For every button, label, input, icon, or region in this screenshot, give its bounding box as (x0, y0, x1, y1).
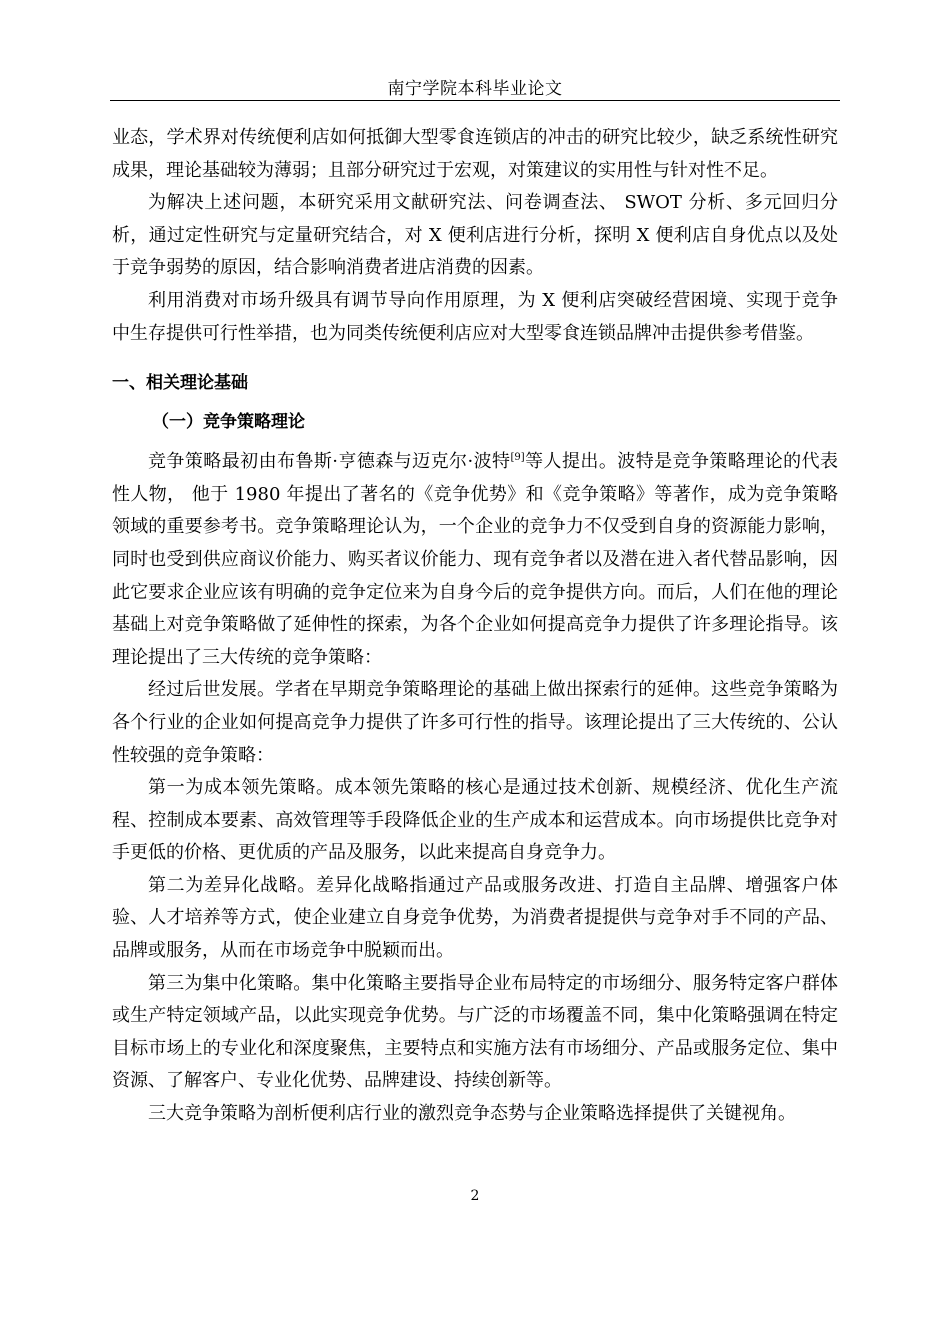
body-text (112, 122, 838, 1131)
paragraph-research-purpose: 利用消费对市场升级具有调节导向作用原理，为 X 便利店突破经营困境、实现于竞争中生存提供可行性举措，也为同类传统便利店应对大型零食连锁品牌冲击提供参考借鉴。 (112, 289, 838, 344)
paragraph-text-before-citation: 竞争策略最初由布鲁斯·亨德森与迈克尔·波特 (148, 451, 511, 473)
running-header: 南宁学院本科毕业论文 (387, 79, 563, 99)
paragraph-later-development: 经过后世发展。学者在早期竞争策略理论的基础上做出探索行的延伸。这些竞争策略为各个行业的企业如何提高竞争力提供了许多可行性的指导。该理论提出了三大传统的、公认性较强的竞争策略： (112, 679, 838, 766)
paragraph-focus-strategy: 第三为集中化策略。集中化策略主要指导企业布局特定的市场细分、服务特定客户群体或生产特定领域产品，以此实现竞争优势。与广泛的市场覆盖不同，集中化策略强调在特定目标市场上的专业化和深度聚焦，主要特点和实施方法有市场细分、产品或服务定位、集中资源、了解客户、专业化优势、品牌建设、持续创新等。 (112, 972, 838, 1092)
paragraph-competitive-strategy-origin (112, 446, 838, 674)
section-heading: 一、相关理论基础 (112, 373, 248, 394)
paragraph-cost-leadership: 第一为成本领先策略。成本领先策略的核心是通过技术创新、规模经济、优化生产流程、控制成本要素、高效管理等手段降低企业的生产成本和运营成本。向市场提供比竞争对手更低的价格、更优质的产品及服务，以此来提高自身竞争力。 (112, 777, 838, 864)
paragraph-continuation: 业态，学术界对传统便利店如何抵御大型零食连锁店的冲击的研究比较少，缺乏系统性研究成果，理论基础较为薄弱；且部分研究过于宏观，对策建议的实用性与针对性不足。 (112, 127, 838, 181)
citation-marker: [9] (510, 452, 525, 464)
paragraph-differentiation: 第二为差异化战略。差异化战略指通过产品或服务改进、打造自主品牌、增强客户体验、人才培养等方式，使企业建立自身竞争优势，为消费者提提供与竞争对手不同的产品、品牌或服务，从而在市场竞争中脱颖而出。 (112, 874, 838, 962)
subsection-heading: （一）竞争策略理论 (152, 412, 305, 433)
paragraph-text-after-citation: 等人提出。波特是竞争策略理论的代表性人物， 他于 1980 年提出了著名的《竞争优势》和《竞争策略》等著作，成为竞争策略领域的重要参考书。竞争策略理论认为，一个企业的竞争力不仅受到自身的资源能力影响，同时也受到供应商议价能力、购买者议价能力、现有竞争者以及潜在进入者代替品影响，因此它要求企业应该有明确的竞争定位来为自身今后的竞争提供方向。而后，人们在他的理论基础上对竞争策略做了延伸性的探索，为各个企业如何提高竞争力提供了许多理论指导。该理论提出了三大传统的竞争策略： (112, 451, 838, 668)
header-rule (110, 100, 840, 101)
paragraph-research-methods: 为解决上述问题，本研究采用文献研究法、问卷调查法、 SWOT 分析、多元回归分析，通过定性研究与定量研究结合，对 X 便利店进行分析，探明 X 便利店自身优点以及处于竞争弱势的原因，结合影响消费者进店消费的因素。 (112, 192, 838, 279)
paragraph-summary: 三大竞争策略为剖析便利店行业的激烈竞争态势与企业策略选择提供了关键视角。 (148, 1103, 796, 1125)
page-number: 2 (470, 1188, 480, 1204)
